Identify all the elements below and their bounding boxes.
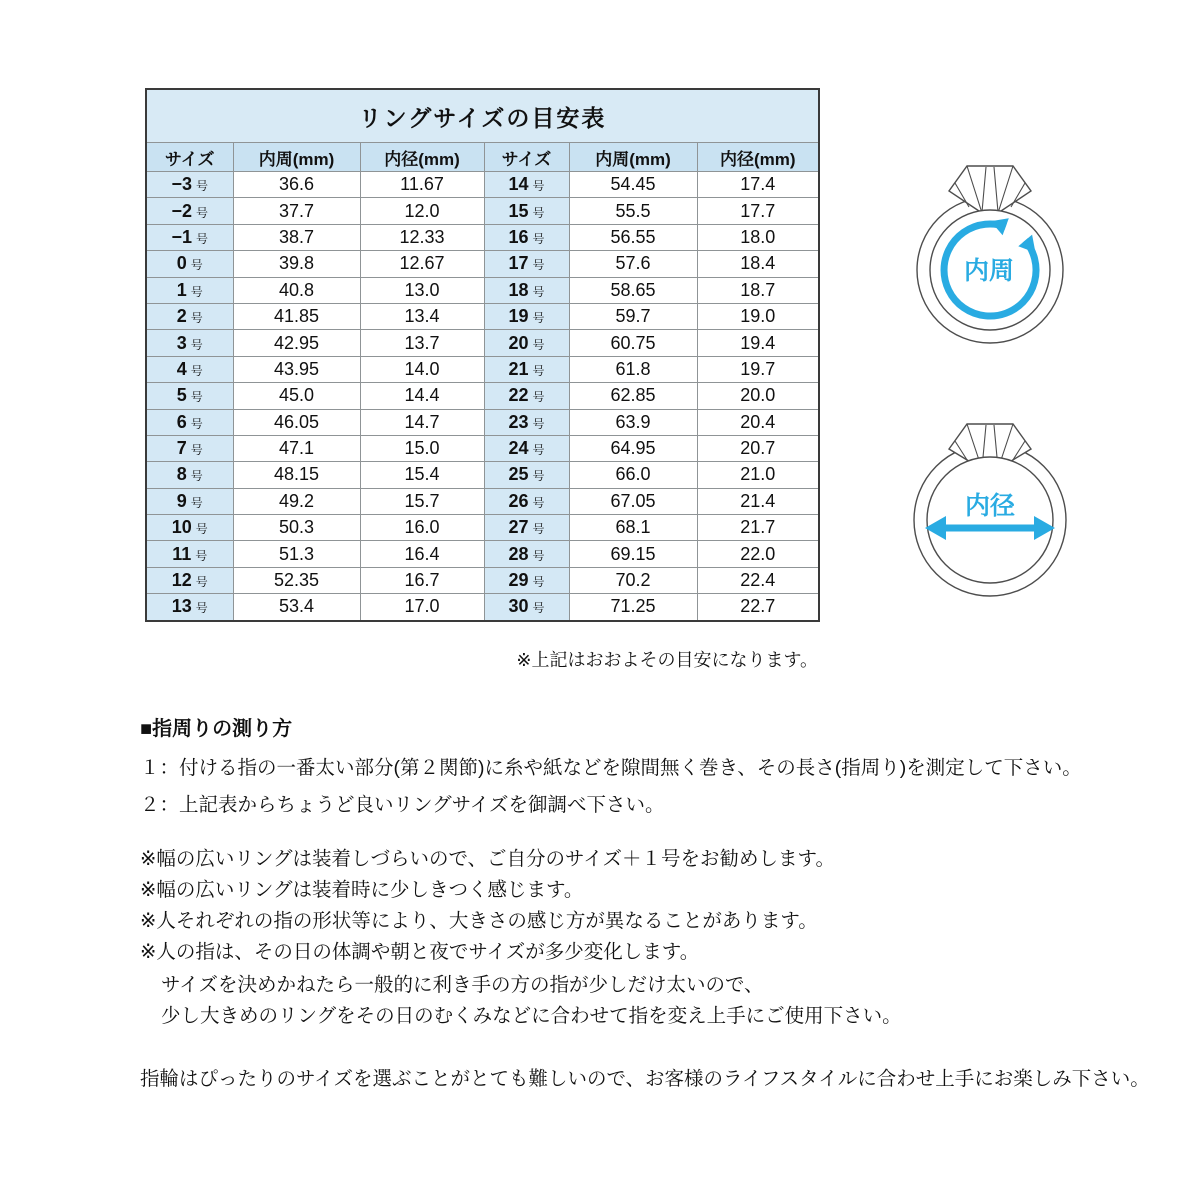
- value-cell: 49.2: [233, 488, 360, 514]
- value-cell: 12.0: [360, 198, 484, 224]
- table-row: [146, 356, 819, 382]
- size-cell: 12 号: [146, 567, 233, 593]
- sizing-note-line: 少し大きめのリングをその日のむくみなどに合わせて指を変え上手にご使用下さい。: [161, 1005, 902, 1027]
- table-title-row: [146, 89, 819, 143]
- value-cell: 38.7: [233, 224, 360, 250]
- size-cell: 6 号: [146, 409, 233, 435]
- size-cell: 11 号: [146, 541, 233, 567]
- size-cell: 4 号: [146, 356, 233, 382]
- value-cell: 48.15: [233, 462, 360, 488]
- size-cell: 28 号: [484, 541, 569, 567]
- value-cell: 22.4: [697, 567, 819, 593]
- size-cell: 15 号: [484, 198, 569, 224]
- value-cell: 57.6: [569, 251, 697, 277]
- closing-remark: 指輪はぴったりのサイズを選ぶことがとても難しいので、お客様のライフスタイルに合わせ上手にお楽しみ下さい。: [140, 1068, 1150, 1090]
- size-cell: −2 号: [146, 198, 233, 224]
- column-header-size-right: サイズ: [484, 143, 569, 172]
- table-title: リングサイズの目安表: [146, 89, 819, 143]
- column-header-circumference-left: 内周(mm): [233, 143, 360, 172]
- size-cell: 8 号: [146, 462, 233, 488]
- value-cell: 66.0: [569, 462, 697, 488]
- size-cell: 5 号: [146, 383, 233, 409]
- value-cell: 43.95: [233, 356, 360, 382]
- value-cell: 14.0: [360, 356, 484, 382]
- value-cell: 14.7: [360, 409, 484, 435]
- size-cell: 20 号: [484, 330, 569, 356]
- value-cell: 20.7: [697, 435, 819, 461]
- table-row: [146, 515, 819, 541]
- column-header-diameter-right: 内径(mm): [697, 143, 819, 172]
- sizing-note: ※幅の広いリングは装着しづらいので、ご自分のサイズ＋１号をお勧めします。: [140, 848, 835, 870]
- size-cell: 7 号: [146, 435, 233, 461]
- table-row: [146, 330, 819, 356]
- size-cell: 9 号: [146, 488, 233, 514]
- value-cell: 19.0: [697, 303, 819, 329]
- value-cell: 18.4: [697, 251, 819, 277]
- table-note: ※上記はおおよその目安になります。: [516, 650, 818, 670]
- value-cell: 58.65: [569, 277, 697, 303]
- size-cell: 24 号: [484, 435, 569, 461]
- column-header-diameter-left: 内径(mm): [360, 143, 484, 172]
- ring-size-table: [145, 88, 820, 622]
- value-cell: 20.0: [697, 383, 819, 409]
- value-cell: 50.3: [233, 515, 360, 541]
- size-cell: 0 号: [146, 251, 233, 277]
- size-cell: 18 号: [484, 277, 569, 303]
- value-cell: 17.4: [697, 172, 819, 198]
- column-header-size-left: サイズ: [146, 143, 233, 172]
- value-cell: 59.7: [569, 303, 697, 329]
- size-cell: 3 号: [146, 330, 233, 356]
- size-cell: 16 号: [484, 224, 569, 250]
- size-cell: 25 号: [484, 462, 569, 488]
- table-row: [146, 488, 819, 514]
- value-cell: 52.35: [233, 567, 360, 593]
- size-cell: 29 号: [484, 567, 569, 593]
- value-cell: 70.2: [569, 567, 697, 593]
- table-row: [146, 409, 819, 435]
- size-cell: 30 号: [484, 594, 569, 621]
- value-cell: 13.7: [360, 330, 484, 356]
- value-cell: 37.7: [233, 198, 360, 224]
- value-cell: 14.4: [360, 383, 484, 409]
- value-cell: 42.95: [233, 330, 360, 356]
- size-cell: 1 号: [146, 277, 233, 303]
- inner-circumference-label: 内周: [963, 257, 1015, 285]
- inner-diameter-label: 内径: [964, 492, 1016, 520]
- value-cell: 47.1: [233, 435, 360, 461]
- size-cell: −3 号: [146, 172, 233, 198]
- size-cell: 27 号: [484, 515, 569, 541]
- inner-diameter-diagram: [905, 410, 1075, 622]
- measuring-step: ２：上記表からちょうど良いリングサイズを御調べ下さい。: [140, 794, 665, 816]
- table-body: [146, 172, 819, 621]
- value-cell: 61.8: [569, 356, 697, 382]
- value-cell: 41.85: [233, 303, 360, 329]
- value-cell: 12.33: [360, 224, 484, 250]
- value-cell: 39.8: [233, 251, 360, 277]
- value-cell: 17.7: [697, 198, 819, 224]
- size-cell: 14 号: [484, 172, 569, 198]
- value-cell: 63.9: [569, 409, 697, 435]
- value-cell: 22.7: [697, 594, 819, 621]
- size-cell: 21 号: [484, 356, 569, 382]
- sizing-notes: [140, 844, 835, 968]
- value-cell: 55.5: [569, 198, 697, 224]
- value-cell: 62.85: [569, 383, 697, 409]
- value-cell: 15.7: [360, 488, 484, 514]
- size-cell: −1 号: [146, 224, 233, 250]
- measuring-instructions-heading: ■指周りの測り方: [140, 718, 293, 740]
- value-cell: 67.05: [569, 488, 697, 514]
- table-row: [146, 462, 819, 488]
- value-cell: 19.7: [697, 356, 819, 382]
- value-cell: 71.25: [569, 594, 697, 621]
- sizing-note: ※人それぞれの指の形状等により、大きさの感じ方が異なることがあります。: [140, 910, 818, 932]
- table-row: [146, 435, 819, 461]
- value-cell: 16.4: [360, 541, 484, 567]
- value-cell: 40.8: [233, 277, 360, 303]
- value-cell: 13.0: [360, 277, 484, 303]
- value-cell: 53.4: [233, 594, 360, 621]
- value-cell: 51.3: [233, 541, 360, 567]
- sizing-note: ※幅の広いリングは装着時に少しきつく感じます。: [140, 879, 584, 901]
- value-cell: 19.4: [697, 330, 819, 356]
- value-cell: 21.7: [697, 515, 819, 541]
- value-cell: 20.4: [697, 409, 819, 435]
- size-cell: 2 号: [146, 303, 233, 329]
- value-cell: 11.67: [360, 172, 484, 198]
- value-cell: 15.4: [360, 462, 484, 488]
- table-row: [146, 383, 819, 409]
- table-row: [146, 303, 819, 329]
- value-cell: 18.0: [697, 224, 819, 250]
- column-header-circumference-right: 内周(mm): [569, 143, 697, 172]
- table-row: [146, 224, 819, 250]
- size-cell: 22 号: [484, 383, 569, 409]
- value-cell: 15.0: [360, 435, 484, 461]
- table-row: [146, 567, 819, 593]
- size-cell: 13 号: [146, 594, 233, 621]
- value-cell: 46.05: [233, 409, 360, 435]
- sizing-note: ※人の指は、その日の体調や朝と夜でサイズが多少変化します。: [140, 941, 700, 963]
- value-cell: 21.0: [697, 462, 819, 488]
- value-cell: 12.67: [360, 251, 484, 277]
- value-cell: 16.0: [360, 515, 484, 541]
- table-row: [146, 594, 819, 621]
- value-cell: 68.1: [569, 515, 697, 541]
- size-cell: 23 号: [484, 409, 569, 435]
- value-cell: 36.6: [233, 172, 360, 198]
- table-row: [146, 198, 819, 224]
- table-row: [146, 541, 819, 567]
- value-cell: 64.95: [569, 435, 697, 461]
- value-cell: 22.0: [697, 541, 819, 567]
- value-cell: 69.15: [569, 541, 697, 567]
- table-header-row: [146, 143, 819, 172]
- value-cell: 18.7: [697, 277, 819, 303]
- value-cell: 56.55: [569, 224, 697, 250]
- value-cell: 60.75: [569, 330, 697, 356]
- size-cell: 26 号: [484, 488, 569, 514]
- size-cell: 19 号: [484, 303, 569, 329]
- value-cell: 16.7: [360, 567, 484, 593]
- value-cell: 13.4: [360, 303, 484, 329]
- measuring-step: １：付ける指の一番太い部分(第２関節)に糸や紙などを隙間無く巻き、その長さ(指周り)を測定して下さい。: [140, 757, 1082, 779]
- value-cell: 54.45: [569, 172, 697, 198]
- table-row: [146, 277, 819, 303]
- inner-circumference-diagram: [905, 150, 1075, 362]
- value-cell: 45.0: [233, 383, 360, 409]
- sizing-note-line: サイズを決めかねたら一般的に利き手の方の指が少しだけ太いので、: [161, 974, 764, 996]
- sizing-notes-continued: [140, 970, 902, 1032]
- size-cell: 10 号: [146, 515, 233, 541]
- measuring-steps: [140, 750, 1082, 824]
- size-cell: 17 号: [484, 251, 569, 277]
- value-cell: 17.0: [360, 594, 484, 621]
- table-row: [146, 251, 819, 277]
- table-row: [146, 172, 819, 198]
- value-cell: 21.4: [697, 488, 819, 514]
